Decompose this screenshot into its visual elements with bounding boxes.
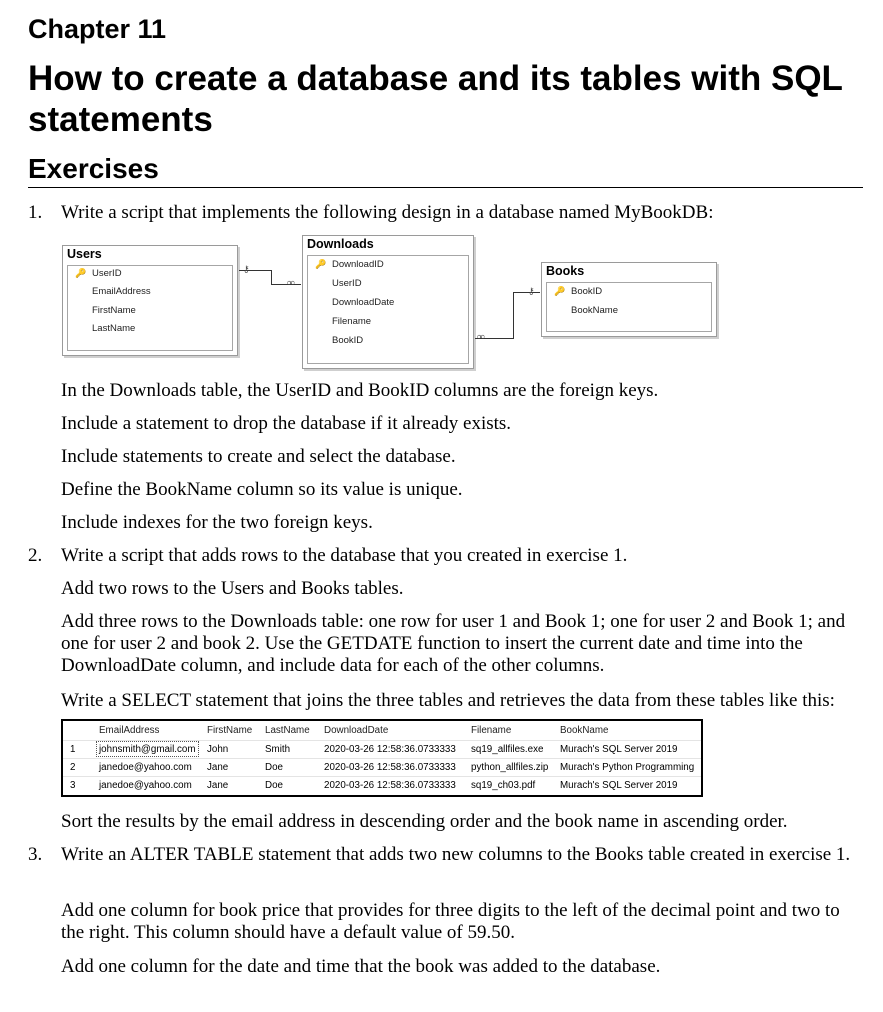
books-table-title: Books <box>546 264 585 278</box>
grid-cell: Murach's SQL Server 2019 <box>560 744 678 755</box>
one-end-key-icon: ⚷ <box>528 286 535 296</box>
grid-cell: johnsmith@gmail.com <box>99 744 196 755</box>
grid-cell: janedoe@yahoo.com <box>99 762 192 773</box>
downloads-column: Filename <box>332 316 372 327</box>
grid-cell: Smith <box>265 744 291 755</box>
exercise-2-intro: Write a script that adds rows to the database that you created in exercise 1. <box>61 545 628 566</box>
grid-cell: John <box>207 744 229 755</box>
exercise-2-paragraph: Add three rows to the Downloads table: one row for user 1 and Book 1; one for user 2 and Book 1; and one for user 2 and book 2. Use the GETDATE function to insert the current date and time into the DownloadDate column, and include data for each of the other columns. <box>61 611 846 676</box>
grid-cell: 2020-03-26 12:58:36.0733333 <box>324 762 456 773</box>
heading-rule <box>28 187 863 188</box>
grid-cell: Jane <box>207 780 229 791</box>
chapter-label: Chapter 11 <box>28 14 167 44</box>
grid-column-header: LastName <box>265 725 310 736</box>
books-table-columns <box>546 282 712 332</box>
exercise-1-number: 1. <box>28 202 43 223</box>
users-column: EmailAddress <box>92 286 151 297</box>
users-primary-key-icon: 🔑 <box>75 268 87 278</box>
many-end-infinity-icon: ∞ <box>477 331 485 343</box>
grid-cell: sq19_ch03.pdf <box>471 780 536 791</box>
grid-column-header: DownloadDate <box>324 725 389 736</box>
grid-cell: Doe <box>265 762 283 773</box>
grid-column-header: BookName <box>560 725 609 736</box>
grid-column-header: FirstName <box>207 725 253 736</box>
downloads-column: UserID <box>332 278 362 289</box>
section-heading: Exercises <box>28 153 159 184</box>
books-column: BookName <box>571 305 618 316</box>
downloads-column: BookID <box>332 335 364 346</box>
exercise-1-item: In the Downloads table, the UserID and BookID columns are the foreign keys. <box>61 380 659 401</box>
downloads-table-columns <box>307 255 469 364</box>
grid-cell: Jane <box>207 762 229 773</box>
users-column: UserID <box>92 268 122 279</box>
users-column: FirstName <box>92 305 136 316</box>
books-column: BookID <box>571 286 603 297</box>
exercise-2-paragraph: Write a SELECT statement that joins the three tables and retrieves the data from these tables like this: <box>61 690 835 711</box>
exercise-2-paragraph: Sort the results by the email address in descending order and the book name in ascending order. <box>61 811 788 832</box>
row-number: 2 <box>70 762 76 773</box>
grid-cell: Murach's SQL Server 2019 <box>560 780 678 791</box>
exercise-1-item: Include a statement to drop the database if it already exists. <box>61 413 512 434</box>
exercise-2-number: 2. <box>28 545 43 566</box>
grid-cell: 2020-03-26 12:58:36.0733333 <box>324 780 456 791</box>
many-end-infinity-icon: ∞ <box>287 277 295 289</box>
users-column: LastName <box>92 323 136 334</box>
exercise-2-paragraph: Add two rows to the Users and Books tables. <box>61 578 404 599</box>
exercise-1-item: Define the BookName column so its value is unique. <box>61 479 463 500</box>
grid-cell: janedoe@yahoo.com <box>99 780 192 791</box>
exercise-3-number: 3. <box>28 844 43 865</box>
downloads-primary-key-icon: 🔑 <box>315 259 327 269</box>
users-table <box>62 245 238 356</box>
grid-cell: Murach's Python Programming <box>560 762 695 773</box>
exercise-1-item: Include statements to create and select the database. <box>61 446 456 467</box>
users-table-columns <box>67 265 233 351</box>
downloads-table-title: Downloads <box>307 237 374 251</box>
row-number: 3 <box>70 780 76 791</box>
one-end-key-icon: ⚷ <box>243 264 250 274</box>
grid-cell: sq19_allfiles.exe <box>471 744 544 755</box>
downloads-column: DownloadID <box>332 259 384 270</box>
query-results-grid <box>61 719 703 797</box>
grid-column-header: EmailAddress <box>99 725 160 736</box>
page-title: How to create a database and its tables with SQL statements <box>28 59 843 139</box>
row-number: 1 <box>70 744 76 755</box>
books-primary-key-icon: 🔑 <box>554 286 566 296</box>
grid-cell: 2020-03-26 12:58:36.0733333 <box>324 744 456 755</box>
exercise-3-intro: Write an ALTER TABLE statement that adds two new columns to the Books table created in exercise 1. <box>61 844 851 865</box>
exercise-1-item: Include indexes for the two foreign keys. <box>61 512 373 533</box>
exercise-3-paragraph: Add one column for the date and time that the book was added to the database. <box>61 956 661 977</box>
exercise-1-intro: Write a script that implements the following design in a database named MyBookDB: <box>61 202 714 223</box>
downloads-table <box>302 235 474 369</box>
grid-column-header: Filename <box>471 725 512 736</box>
books-table <box>541 262 717 337</box>
grid-cell: Doe <box>265 780 283 791</box>
exercise-3-paragraph: Add one column for book price that provides for three digits to the left of the decimal point and two to the right. This column should have a default value of 59.50. <box>61 900 840 943</box>
users-table-title: Users <box>67 247 102 261</box>
downloads-column: DownloadDate <box>332 297 395 308</box>
grid-cell: python_allfiles.zip <box>471 762 549 773</box>
